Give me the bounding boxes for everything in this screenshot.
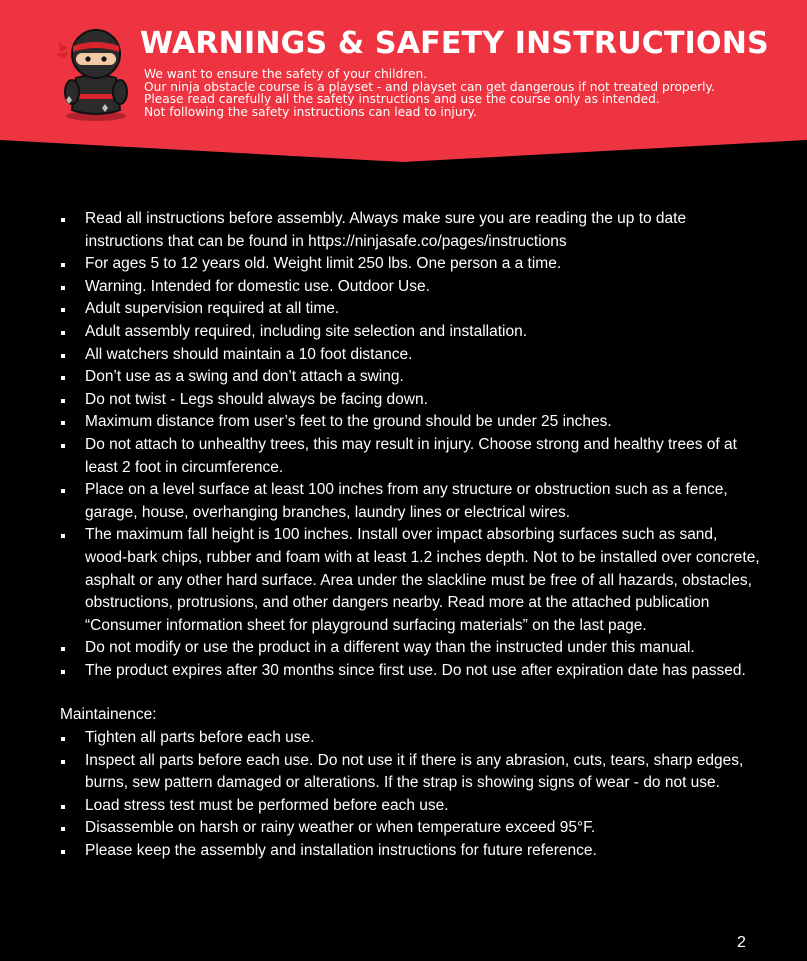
list-item: All watchers should maintain a 10 foot distance. <box>60 344 760 367</box>
list-item: Do not attach to unhealthy trees, this may result in injury. Choose strong and healthy trees of at least 2 foot in circumference. <box>60 434 760 479</box>
intro-line: We want to ensure the safety of your children. <box>144 67 428 81</box>
list-item: Tighten all parts before each use. <box>60 727 760 750</box>
list-item: Adult supervision required at all time. <box>60 298 760 321</box>
list-item: Do not modify or use the product in a different way than the instructed under this manual. <box>60 637 760 660</box>
list-item: Inspect all parts before each use. Do not use it if there is any abrasion, cuts, tears, sharp edges, burns, sew pattern damaged or alterations. If the strap is showing signs of wear - do not use. <box>60 750 760 795</box>
list-item: Place on a level surface at least 100 inches from any structure or obstruction such as a fence, garage, house, overhanging branches, laundry lines or electrical wires. <box>60 479 760 524</box>
list-item: Load stress test must be performed before each use. <box>60 795 760 818</box>
list-item: Don’t use as a swing and don’t attach a swing. <box>60 366 760 389</box>
list-item: Warning. Intended for domestic use. Outdoor Use. <box>60 276 760 299</box>
list-item: Do not twist - Legs should always be facing down. <box>60 389 760 412</box>
header-banner <box>0 0 807 162</box>
page-title: WARNINGS & SAFETY INSTRUCTIONS <box>140 26 769 61</box>
page-number: 2 <box>737 934 746 951</box>
intro-text <box>144 68 715 118</box>
intro-line: Our ninja obstacle course is a playset - and playset can get dangerous if not treated properly. <box>144 79 715 94</box>
safety-list <box>60 208 760 682</box>
ninja-mascot-icon <box>56 22 136 122</box>
list-item: Maximum distance from user’s feet to the ground should be under 25 inches. <box>60 411 760 434</box>
list-item: For ages 5 to 12 years old. Weight limit 250 lbs. One person a a time. <box>60 253 760 276</box>
instructions-content <box>60 208 760 863</box>
intro-line: Not following the safety instructions can lead to injury. <box>144 104 477 119</box>
list-item: Read all instructions before assembly. Always make sure you are reading the up to date instructions that can be found in https://ninjasafe.co/pages/instructions <box>60 208 760 253</box>
list-item: The product expires after 30 months since first use. Do not use after expiration date has passed. <box>60 660 760 683</box>
intro-line: Please read carefully all the safety instructions and use the course only as intended. <box>144 92 660 106</box>
list-item: The maximum fall height is 100 inches. Install over impact absorbing surfaces such as sand, wood-bark chips, rubber and foam with at least 1.2 inches depth. Not to be installed over concrete, asphalt or any other hard surface. Area under the slackline must be free of all hazards, obstacles, obstructions, protrusions, and other dangers nearby. Read more at the attached publication “Consumer information sheet for playground surfacing materials” on the last page. <box>60 524 760 637</box>
maintenance-list <box>60 727 760 863</box>
maintenance-heading: Maintainence: <box>60 706 157 724</box>
list-item: Adult assembly required, including site selection and installation. <box>60 321 760 344</box>
list-item: Please keep the assembly and installation instructions for future reference. <box>60 840 760 863</box>
list-item: Disassemble on harsh or rainy weather or when temperature exceed 95°F. <box>60 817 760 840</box>
